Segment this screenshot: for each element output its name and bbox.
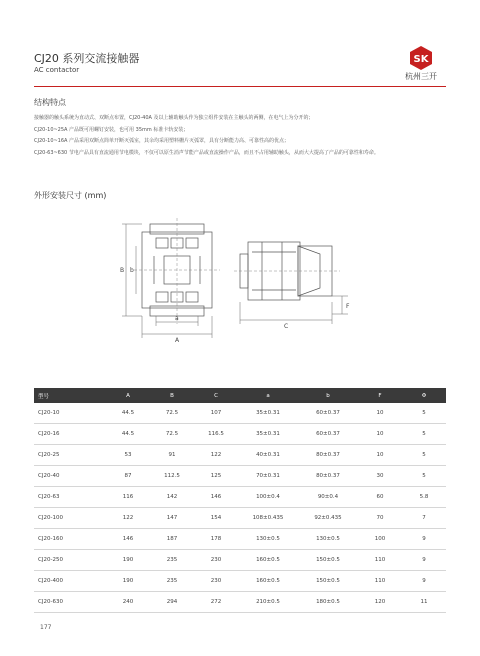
table-cell: 80±0.37 [298,445,358,466]
table-cell: CJ20-630 [34,592,106,613]
header-divider [34,86,446,87]
table-cell: 110 [358,550,402,571]
table-cell: 154 [194,508,238,529]
dimensions-heading: 外形安装尺寸 (mm) [34,191,107,200]
table-cell: 5 [402,403,446,424]
table-cell: 7 [402,508,446,529]
table-cell: 130±0.5 [238,529,298,550]
table-cell: 40±0.31 [238,445,298,466]
table-cell: 100 [358,529,402,550]
table-cell: 272 [194,592,238,613]
table-row [34,487,446,508]
table-cell: 240 [106,592,150,613]
table-cell: 142 [150,487,194,508]
table-cell: 72.5 [150,424,194,445]
table-cell: 160±0.5 [238,550,298,571]
table-cell: 90±0.4 [298,487,358,508]
brand-logo [396,46,446,86]
table-cell: 150±0.5 [298,550,358,571]
table-row [34,571,446,592]
table-cell: 10 [358,403,402,424]
column-header-C: C [194,388,238,403]
table-cell: 35±0.31 [238,424,298,445]
column-header-F: F [358,388,402,403]
table-cell: 70±0.31 [238,466,298,487]
table-cell: 294 [150,592,194,613]
table-cell: 35±0.31 [238,403,298,424]
table-cell: 160±0.5 [238,571,298,592]
dim-label-C: C [284,323,289,330]
table-cell: 146 [106,529,150,550]
column-header-model: 型号 [34,388,106,403]
table-cell: 230 [194,571,238,592]
table-cell: 116 [106,487,150,508]
svg-text:SK: SK [413,54,429,65]
dim-label-B: B [120,267,125,274]
table-cell: 112.5 [150,466,194,487]
table-cell: CJ20-40 [34,466,106,487]
column-header-a: a [238,388,298,403]
table-cell: CJ20-250 [34,550,106,571]
table-cell: 235 [150,550,194,571]
table-cell: 60 [358,487,402,508]
table-cell: 5.8 [402,487,446,508]
spec-table [34,388,446,613]
table-cell: CJ20-400 [34,571,106,592]
table-cell: 44.5 [106,424,150,445]
table-cell: CJ20-10 [34,403,106,424]
table-cell: 30 [358,466,402,487]
table-cell: CJ20-25 [34,445,106,466]
table-row [34,424,446,445]
dim-label-b: b [130,267,134,274]
table-cell: 80±0.37 [298,466,358,487]
table-cell: 210±0.5 [238,592,298,613]
table-cell: 9 [402,529,446,550]
table-cell: 92±0.435 [298,508,358,529]
table-cell: 10 [358,445,402,466]
table-row [34,466,446,487]
product-title-en: AC contactor [34,66,80,74]
table-cell: 122 [106,508,150,529]
feature-line: 接触器的触头系统为直动式、双断点布置，CJ20-40A 及以上辅助触头作为独立组件安装在主触头的两侧，在电气上为分开的； [34,115,314,121]
table-cell: CJ20-100 [34,508,106,529]
table-cell: 130±0.5 [298,529,358,550]
table-row [34,508,446,529]
table-row [34,550,446,571]
table-cell: 60±0.37 [298,424,358,445]
dim-label-a: a [175,315,179,322]
table-cell: 72.5 [150,403,194,424]
table-cell: 116.5 [194,424,238,445]
table-cell: 150±0.5 [298,571,358,592]
table-cell: 147 [150,508,194,529]
brand-name: 杭州三开 [405,72,437,81]
table-cell: 60±0.37 [298,403,358,424]
table-cell: 120 [358,592,402,613]
table-cell: 87 [106,466,150,487]
table-cell: 190 [106,550,150,571]
table-cell: 230 [194,550,238,571]
table-cell: 53 [106,445,150,466]
column-header-phi: Φ [402,388,446,403]
table-cell: 70 [358,508,402,529]
feature-line: CJ20-63~630 节电产品具有直流通用节电模块，不仅可以原生消声节能产品或直流操作产品，而且不占用辅助触头，从而大大提高了产品的可靠性和寿命。 [34,149,379,156]
features-list [34,113,454,159]
table-cell: 5 [402,445,446,466]
table-cell: 187 [150,529,194,550]
table-cell: 107 [194,403,238,424]
page-number: 177 [40,624,52,631]
column-header-B: B [150,388,194,403]
table-cell: 180±0.5 [298,592,358,613]
table-cell: 110 [358,571,402,592]
product-title-cn: CJ20 系列交流接触器 [34,52,140,65]
brand-logo-mark-icon [410,46,432,70]
feature-line: CJ20-10~16A 产品采用双断点简单开断灭弧室，其余均采用塑料栅片灭弧罩，具有分断能力高、可靠性高的优点； [34,138,290,144]
table-row [34,403,446,424]
table-cell: CJ20-63 [34,487,106,508]
table-row [34,445,446,466]
table-cell: CJ20-16 [34,424,106,445]
dimension-drawing [112,216,362,350]
feature-line: CJ20-10~25A 产品既可用螺钉安装，也可用 35mm 标准卡轨安装； [34,126,189,133]
dim-label-F: F [346,303,350,310]
features-heading: 结构特点 [34,98,66,107]
dim-label-A: A [175,337,180,344]
table-cell: CJ20-160 [34,529,106,550]
table-cell: 178 [194,529,238,550]
table-cell: 122 [194,445,238,466]
table-cell: 91 [150,445,194,466]
column-header-A: A [106,388,150,403]
table-cell: 146 [194,487,238,508]
table-header-row [34,388,446,403]
table-cell: 190 [106,571,150,592]
table-cell: 11 [402,592,446,613]
page-header [34,50,446,94]
table-cell: 9 [402,550,446,571]
table-cell: 5 [402,466,446,487]
table-cell: 235 [150,571,194,592]
table-cell: 5 [402,424,446,445]
table-cell: 100±0.4 [238,487,298,508]
table-row [34,592,446,613]
table-cell: 108±0.435 [238,508,298,529]
table-row [34,529,446,550]
table-cell: 10 [358,424,402,445]
table-cell: 9 [402,571,446,592]
table-cell: 44.5 [106,403,150,424]
column-header-b: b [298,388,358,403]
table-cell: 125 [194,466,238,487]
